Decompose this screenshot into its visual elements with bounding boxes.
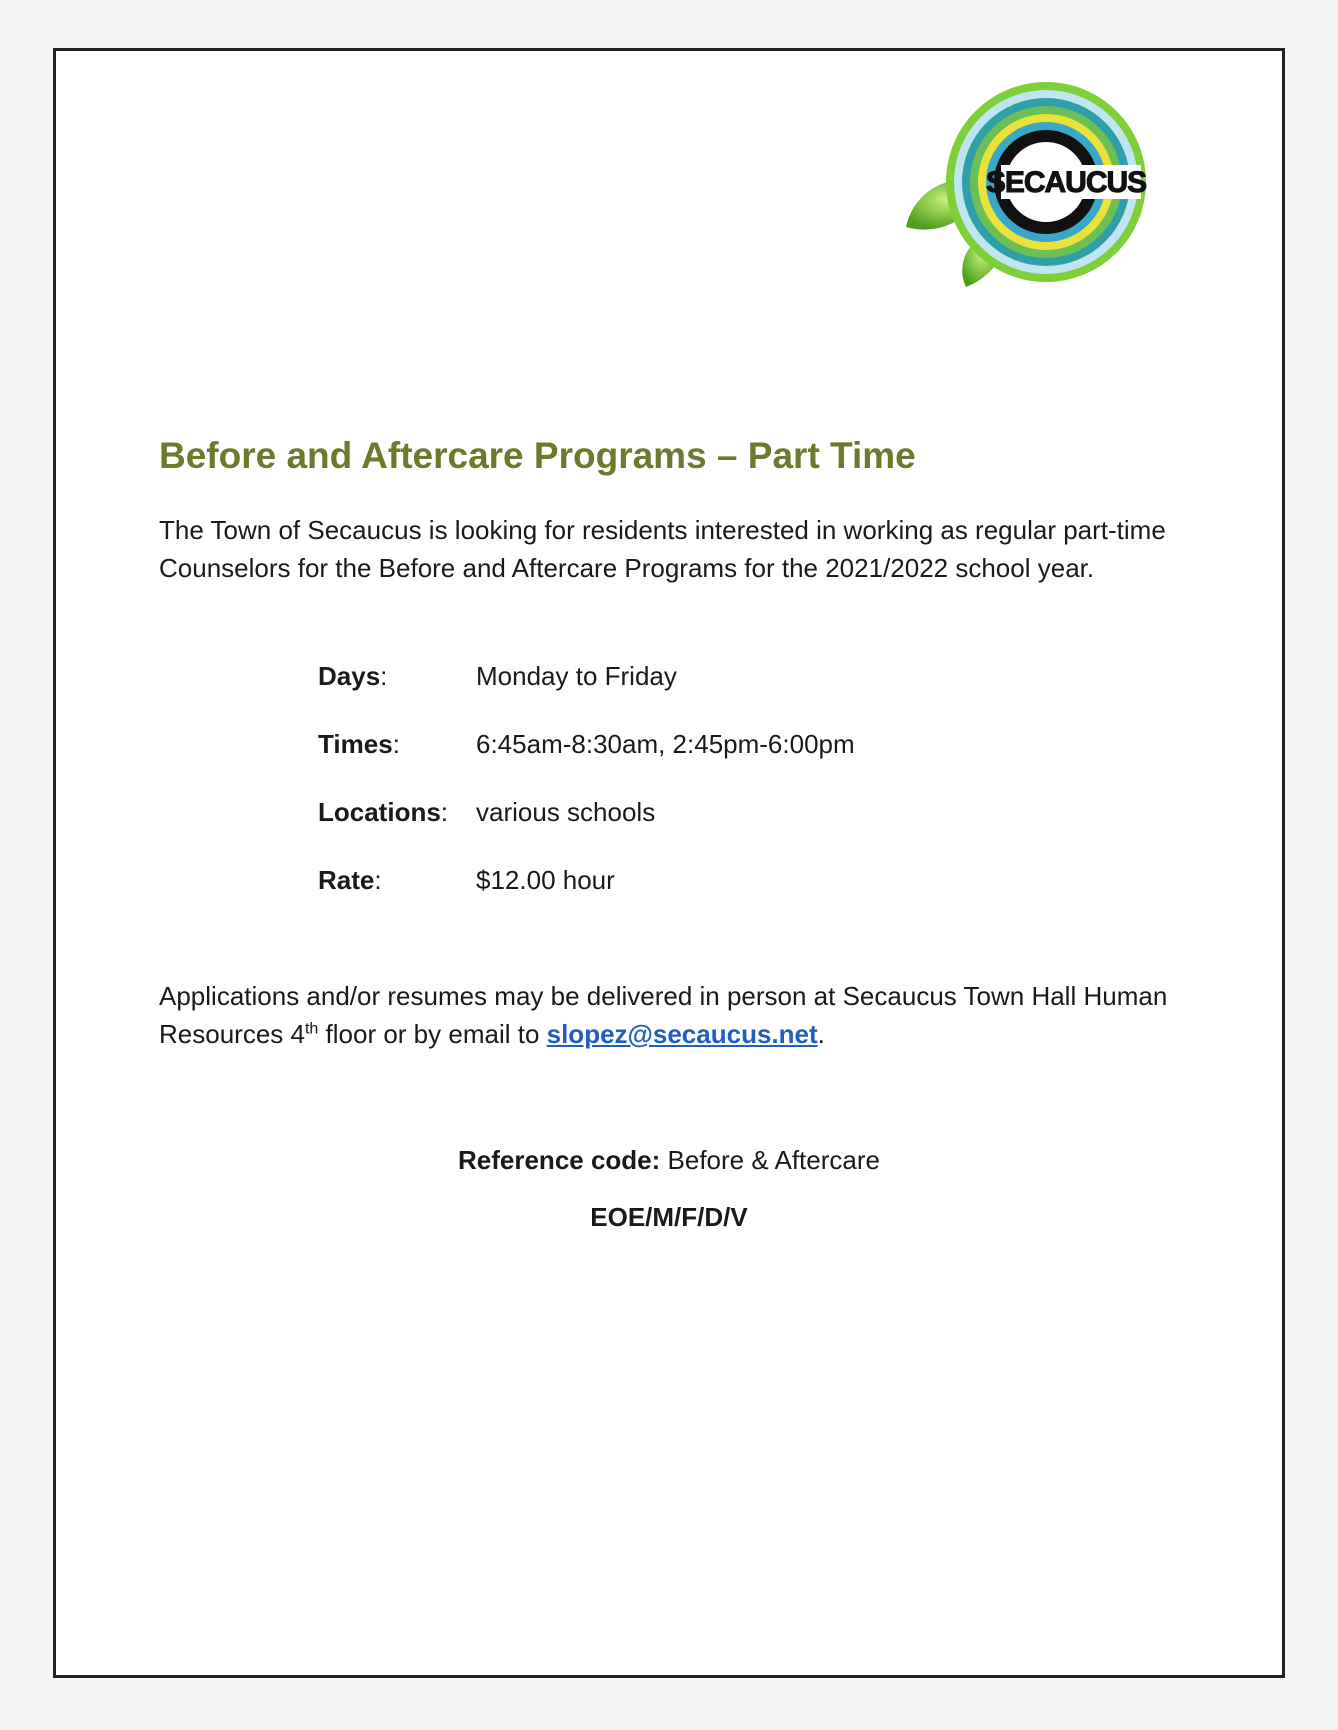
detail-value: $12.00 hour: [476, 865, 615, 895]
eoe-statement: EOE/M/F/D/V: [590, 1202, 748, 1232]
reference-label: Reference code:: [458, 1145, 661, 1175]
detail-label: Times: [318, 729, 393, 759]
email-link[interactable]: slopez@secaucus.net: [546, 1019, 818, 1049]
apply-text: Applications and/or resumes may be delivered in person at Secaucus Town Hall Human Resources 4: [159, 981, 1168, 1049]
detail-locations: Locations: various schools: [318, 797, 656, 827]
detail-label: Locations: [318, 797, 441, 827]
detail-label: Rate: [318, 865, 375, 895]
detail-value: various schools: [476, 797, 656, 827]
detail-value: 6:45am-8:30am, 2:45pm-6:00pm: [476, 729, 855, 759]
ordinal-suffix: th: [304, 1020, 319, 1038]
detail-times: Times: 6:45am-8:30am, 2:45pm-6:00pm: [318, 729, 855, 759]
detail-label: Days: [318, 661, 381, 691]
document-page: [53, 48, 1285, 1678]
detail-value: Monday to Friday: [476, 661, 677, 691]
detail-rate: Rate: $12.00 hour: [318, 865, 615, 895]
svg-text:SECAUCUS: SECAUCUS: [985, 166, 1147, 199]
apply-text-end: .: [817, 1019, 825, 1049]
application-instructions: [159, 977, 1209, 1053]
detail-days: Days: Monday to Friday: [318, 661, 677, 691]
page-title: Before and Aftercare Programs – Part Time: [159, 435, 916, 476]
intro-paragraph: The Town of Secaucus is looking for residents interested in working as regular part-time Counselors for the Before and Aftercare Programs for the 2021/2022 school year.: [159, 515, 1166, 583]
reference-code: [56, 1145, 1282, 1176]
secaucus-logo: [906, 77, 1166, 297]
apply-text-mid: floor or by email to: [318, 1019, 547, 1049]
reference-value: Before & Aftercare: [660, 1145, 880, 1175]
job-details-list: [318, 661, 855, 933]
